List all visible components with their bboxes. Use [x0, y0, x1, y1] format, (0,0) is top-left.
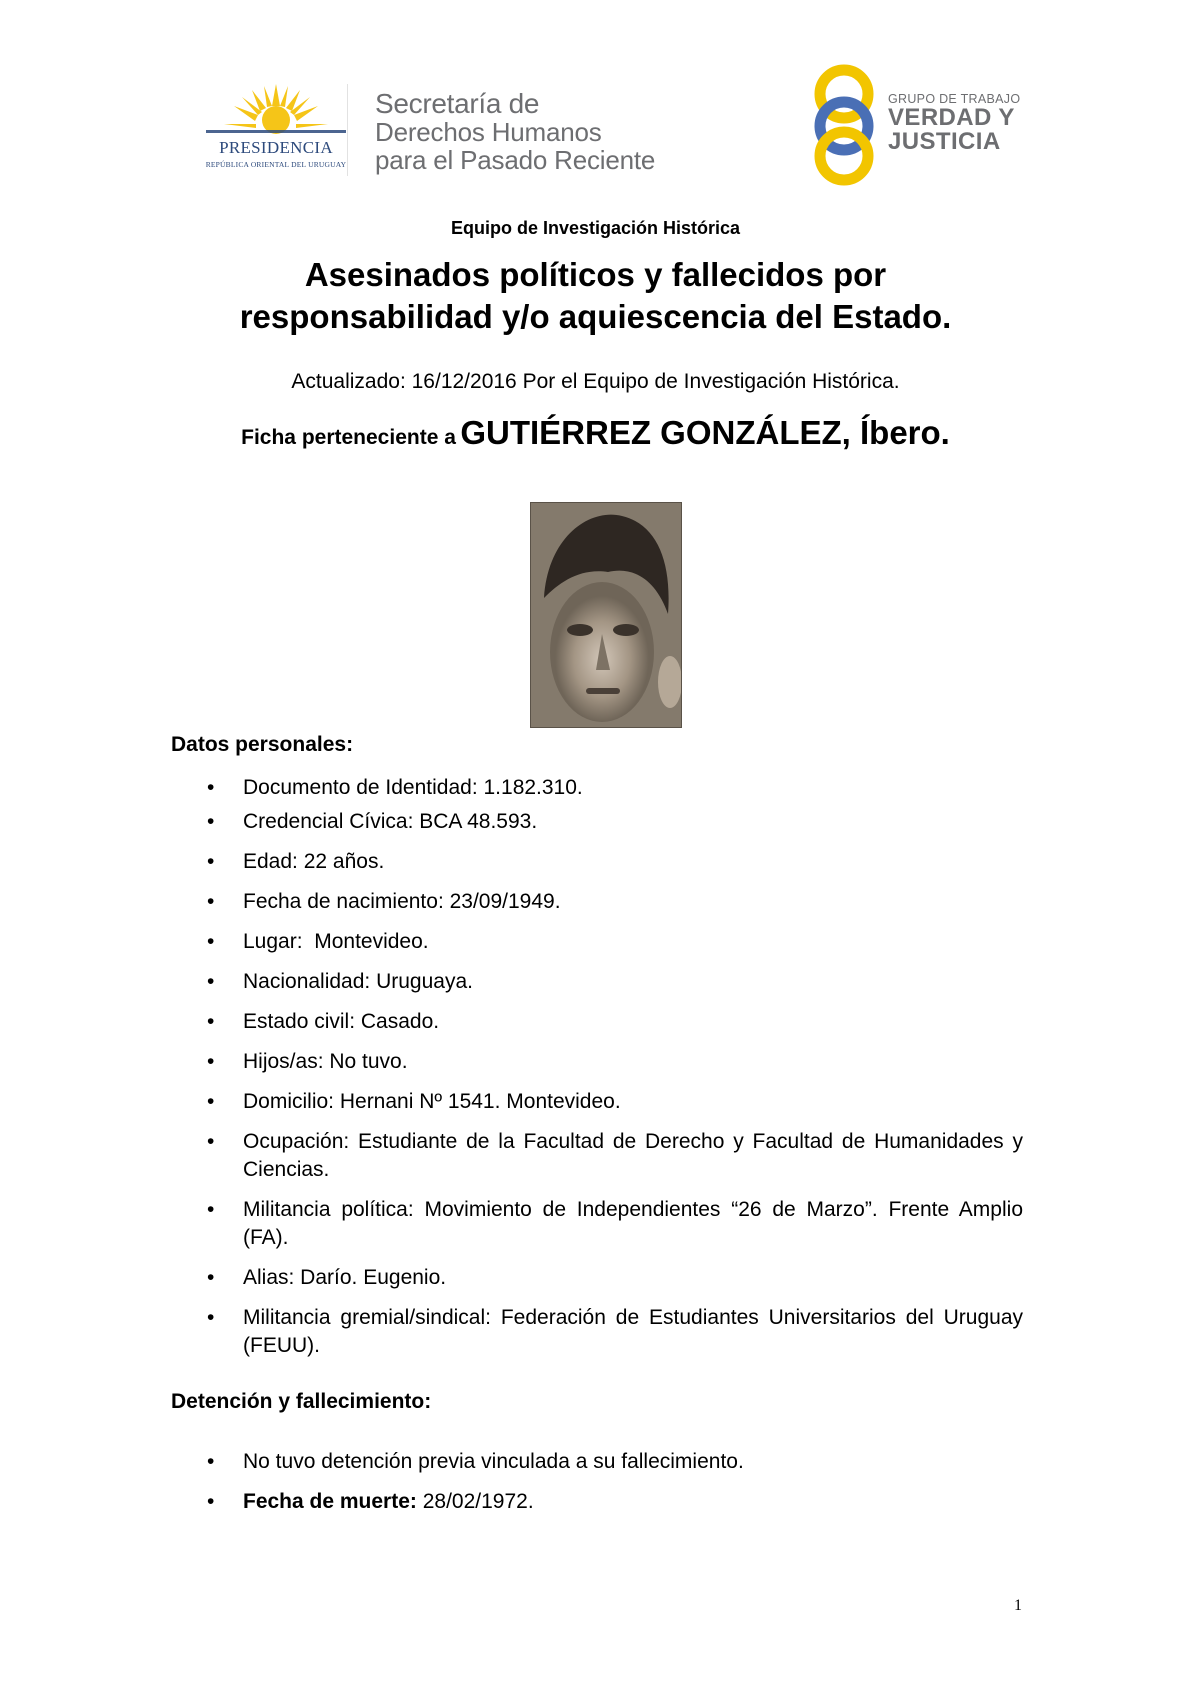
gtvj-line-3: JUSTICIA [888, 128, 1001, 155]
bullet: • [207, 810, 215, 833]
list-item-text: No tuvo detención previa vinculada a su fallecimiento. [243, 1450, 744, 1473]
title-line-1: Asesinados políticos y fallecidos por [304, 256, 887, 293]
list-item-text: Nacionalidad: Uruguaya. [243, 970, 473, 993]
page-title [0, 254, 1191, 338]
secretaria-line-2: Derechos Humanos [375, 117, 602, 147]
fecha-muerte-value: 28/02/1972. [416, 1490, 534, 1513]
list-item-text: Domicilio: Hernani Nº 1541. Montevideo. [243, 1090, 621, 1113]
secretaria-line-1: Secretaría de [375, 88, 540, 119]
ficha-prefix: Ficha perteneciente a [241, 426, 456, 449]
header-divider [347, 84, 348, 176]
sun-icon [196, 80, 356, 140]
presidencia-logo [196, 80, 356, 180]
bullet: • [207, 1450, 215, 1473]
fecha-muerte-label: Fecha de muerte: [243, 1490, 417, 1513]
list-item-text: Estado civil: Casado. [243, 1010, 440, 1033]
bullet: • [207, 776, 215, 799]
list-item-text [243, 1488, 1023, 1516]
list-item-text: Hijos/as: No tuvo. [243, 1050, 408, 1073]
bullet: • [207, 930, 215, 953]
list-item-text: Militancia gremial/sindical: Federación de Estudiantes Universitarios del Uruguay (FEUU). [243, 1306, 1023, 1357]
bullet: • [207, 1090, 215, 1113]
list-item-text: Alias: Darío. Eugenio. [243, 1266, 447, 1289]
bullet: • [207, 1010, 215, 1033]
list-item-text: Militancia política: Movimiento de Independientes “26 de Marzo”. Frente Amplio (FA). [243, 1198, 1023, 1249]
gtvj-line-2: VERDAD Y [888, 104, 1015, 131]
portrait-photo [530, 502, 682, 728]
updated-line: Actualizado: 16/12/2016 Por el Equipo de Investigación Histórica. [291, 370, 900, 393]
bullet: • [207, 890, 215, 913]
team-name: Equipo de Investigación Histórica [450, 218, 741, 238]
bullet: • [207, 970, 215, 993]
bullet: • [207, 1306, 215, 1329]
list-item-text: Documento de Identidad: 1.182.310. [243, 776, 583, 799]
datos-heading: Datos personales: [171, 733, 354, 756]
list-item-text: Edad: 22 años. [243, 850, 385, 873]
bullet: • [207, 1266, 215, 1289]
bullet: • [207, 1490, 215, 1513]
list-item-text: Lugar: Montevideo. [243, 930, 429, 953]
title-line-2: responsabilidad y/o aquiescencia del Estado. [239, 298, 952, 335]
detencion-heading: Detención y fallecimiento: [171, 1390, 432, 1413]
list-item-text: Fecha de nacimiento: 23/09/1949. [243, 890, 561, 913]
bullet: • [207, 1130, 215, 1153]
list-item-text: Credencial Cívica: BCA 48.593. [243, 810, 538, 833]
secretaria-logo-text [375, 90, 655, 174]
bullet: • [207, 1050, 215, 1073]
gtvj-logo-text [888, 92, 1020, 154]
ficha-name: GUTIÉRREZ GONZÁLEZ, Íbero. [460, 414, 950, 451]
page-number: 1 [1014, 1597, 1022, 1614]
secretaria-line-3: para el Pasado Reciente [375, 145, 656, 175]
bullet: • [207, 850, 215, 873]
ficha-line [0, 414, 1191, 452]
presidencia-name: PRESIDENCIA [219, 138, 333, 157]
gtvj-line-1: GRUPO DE TRABAJO [888, 92, 1021, 106]
list-item-text: Ocupación: Estudiante de la Facultad de Derecho y Facultad de Humanidades y Ciencias. [243, 1130, 1023, 1181]
presidencia-subtitle: REPÚBLICA ORIENTAL DEL URUGUAY [205, 160, 347, 169]
bullet: • [207, 1198, 215, 1221]
